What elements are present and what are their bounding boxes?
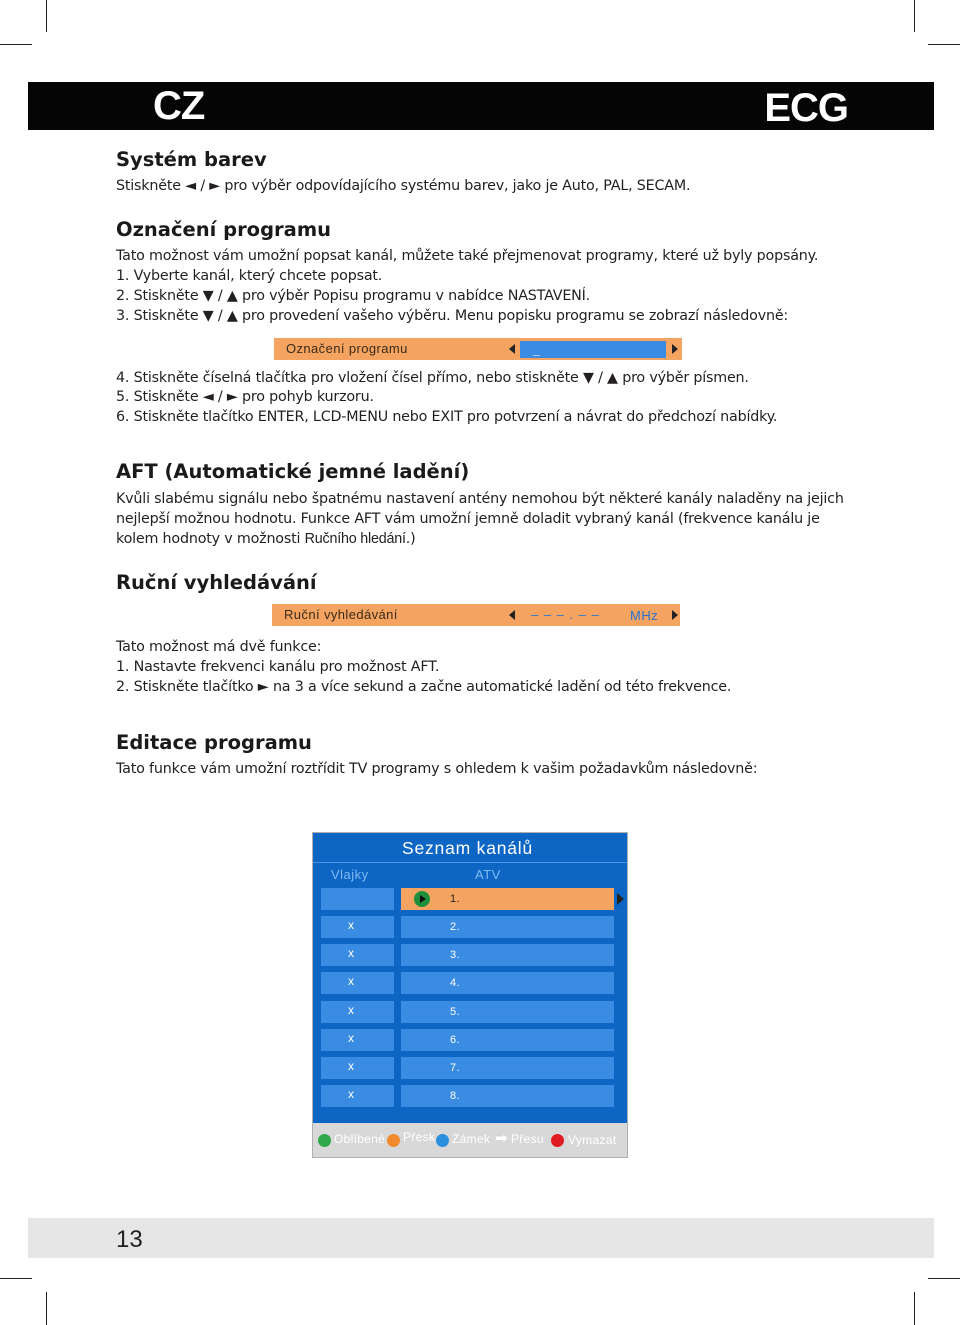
legend-lock: Zámek xyxy=(452,1132,491,1146)
cursor: _ xyxy=(533,342,541,357)
channel-cell xyxy=(401,916,614,938)
paragraph-line: 2. Stiskněte tlačítko ► na 3 a více sekund a začne automatické ladění od této frekvence. xyxy=(116,679,732,695)
paragraph-line: Tato funkce vám umožní roztřídit TV programy s ohledem k vašim požadavkům následovně: xyxy=(116,761,758,777)
arrow-right-icon[interactable] xyxy=(672,610,678,620)
legend-delete: Vymazat xyxy=(568,1133,617,1147)
page-footer xyxy=(28,1218,934,1258)
frequency-value: – – – . – – xyxy=(531,607,600,622)
column-header-flags: Vlajky xyxy=(331,867,369,882)
language-code: CZ xyxy=(153,84,205,128)
page-number: 13 xyxy=(116,1226,143,1253)
channel-number: 2. xyxy=(450,921,461,933)
crop-mark xyxy=(928,44,960,45)
crop-mark xyxy=(914,0,915,32)
paragraph-line: Stiskněte ◄ / ► pro výběr odpovídajícího systému barev, jako je Auto, PAL, SECAM. xyxy=(116,178,691,194)
paragraph-line: Tato možnost má dvě funkce: xyxy=(116,639,322,655)
flag-cell xyxy=(321,888,394,910)
channel-cell xyxy=(401,1001,614,1023)
channel-number: 1. xyxy=(450,893,461,905)
legend-favorite: Oblíbené xyxy=(334,1132,386,1146)
text-run: kolem hodnoty v možnosti xyxy=(116,531,305,547)
crop-mark xyxy=(46,1292,47,1325)
paragraph-line: 1. Nastavte frekvenci kanálu pro možnost AFT. xyxy=(116,659,440,675)
channel-cell xyxy=(401,1057,614,1079)
flag-mark: x xyxy=(348,1087,354,1101)
column-header-atv: ATV xyxy=(475,867,501,882)
section-title-program-label: Označení programu xyxy=(116,218,332,241)
arrow-left-icon[interactable] xyxy=(509,344,515,354)
blue-button-icon xyxy=(436,1134,449,1147)
channel-cell xyxy=(401,972,614,994)
paragraph-line: 2. Stiskněte ▼ / ▲ pro výběr Popisu programu v nabídce NASTAVENÍ. xyxy=(116,288,591,304)
brand-logo: ECG xyxy=(764,86,848,130)
program-label-menu[interactable] xyxy=(274,338,682,360)
manual-search-reference: Ručního hledání xyxy=(304,531,406,547)
channel-cell xyxy=(401,888,614,910)
channel-row[interactable] xyxy=(321,1057,614,1079)
paragraph-line: Tato možnost vám umožní popsat kanál, můžete také přejmenovat programy, které už byly popsány. xyxy=(116,248,819,264)
flag-cell xyxy=(321,972,394,994)
arrow-left-icon[interactable] xyxy=(509,610,515,620)
flag-mark: x xyxy=(348,974,354,988)
move-arrow-icon: ➡ xyxy=(495,1130,508,1147)
flag-cell xyxy=(321,1085,394,1107)
legend-skip: Přesk xyxy=(403,1130,436,1144)
manual-search-menu[interactable] xyxy=(272,604,680,626)
crop-mark xyxy=(928,1278,960,1279)
channel-number: 3. xyxy=(450,949,461,961)
flag-cell xyxy=(321,944,394,966)
paragraph-line: 5. Stiskněte ◄ / ► pro pohyb kurzoru. xyxy=(116,389,374,405)
section-title-aft: AFT (Automatické jemné ladění) xyxy=(116,460,470,483)
red-button-icon xyxy=(551,1134,564,1147)
paragraph-line: 1. Vyberte kanál, který chcete popsat. xyxy=(116,268,383,284)
channel-row[interactable] xyxy=(321,916,614,938)
channel-number: 5. xyxy=(450,1006,461,1018)
channel-number: 7. xyxy=(450,1062,461,1074)
flag-mark: x xyxy=(348,1003,354,1017)
paragraph-line: 3. Stiskněte ▼ / ▲ pro provedení vašeho výběru. Menu popisku programu se zobrazí následovně: xyxy=(116,308,789,324)
green-button-icon xyxy=(318,1134,331,1147)
program-name-field[interactable] xyxy=(520,341,666,358)
flag-cell xyxy=(321,916,394,938)
channel-list-title: Seznam kanálů xyxy=(402,838,534,858)
crop-mark xyxy=(914,1292,915,1325)
section-title-manual-search: Ruční vyhledávání xyxy=(116,571,317,594)
channel-row[interactable] xyxy=(321,944,614,966)
flag-mark: x xyxy=(348,1059,354,1073)
flag-mark: x xyxy=(348,946,354,960)
paragraph-line: 6. Stiskněte tlačítko ENTER, LCD-MENU nebo EXIT pro potvrzení a návrat do předchozí nabídky. xyxy=(116,409,778,425)
paragraph-line: nejlepší možnou hodnotu. Funkce AFT vám umožní jemně doladit vybraný kanál (frekvence kanálu je xyxy=(116,511,820,527)
flag-cell xyxy=(321,1001,394,1023)
arrow-right-icon[interactable] xyxy=(672,344,678,354)
divider xyxy=(313,862,627,863)
selection-arrow-icon xyxy=(617,893,624,905)
crop-mark xyxy=(0,44,32,45)
page-header xyxy=(28,82,934,130)
text-run: .) xyxy=(405,531,416,547)
play-icon xyxy=(414,891,430,907)
channel-cell xyxy=(401,1085,614,1107)
paragraph-line xyxy=(116,529,416,549)
crop-mark xyxy=(0,1278,32,1279)
flag-mark: x xyxy=(348,918,354,932)
flag-cell xyxy=(321,1029,394,1051)
flag-cell xyxy=(321,1057,394,1079)
frequency-unit: MHz xyxy=(630,608,659,623)
section-title-color-system: Systém barev xyxy=(116,148,267,171)
section-title-program-edit: Editace programu xyxy=(116,731,312,754)
channel-list-panel xyxy=(312,832,628,1158)
channel-list-legend xyxy=(313,1123,627,1157)
flag-mark: x xyxy=(348,1031,354,1045)
channel-cell xyxy=(401,1029,614,1051)
channel-row[interactable] xyxy=(321,1029,614,1051)
paragraph-line: Kvůli slabému signálu nebo špatnému nastavení antény nemohou být některé kanály naladěny na jejich xyxy=(116,491,844,507)
menu-label: Označení programu xyxy=(286,341,408,356)
paragraph-line: 4. Stiskněte číselná tlačítka pro vložení čísel přímo, nebo stiskněte ▼ / ▲ pro výběr písmen. xyxy=(116,370,749,386)
channel-row[interactable] xyxy=(321,888,614,910)
channel-row[interactable] xyxy=(321,1085,614,1107)
channel-number: 8. xyxy=(450,1090,461,1102)
channel-number: 6. xyxy=(450,1034,461,1046)
channel-number: 4. xyxy=(450,977,461,989)
crop-mark xyxy=(46,0,47,32)
channel-row[interactable] xyxy=(321,1001,614,1023)
legend-move: Přesu xyxy=(511,1132,544,1146)
menu-label: Ruční vyhledávání xyxy=(284,607,398,622)
orange-button-icon xyxy=(387,1134,400,1147)
channel-cell xyxy=(401,944,614,966)
channel-row[interactable] xyxy=(321,972,614,994)
